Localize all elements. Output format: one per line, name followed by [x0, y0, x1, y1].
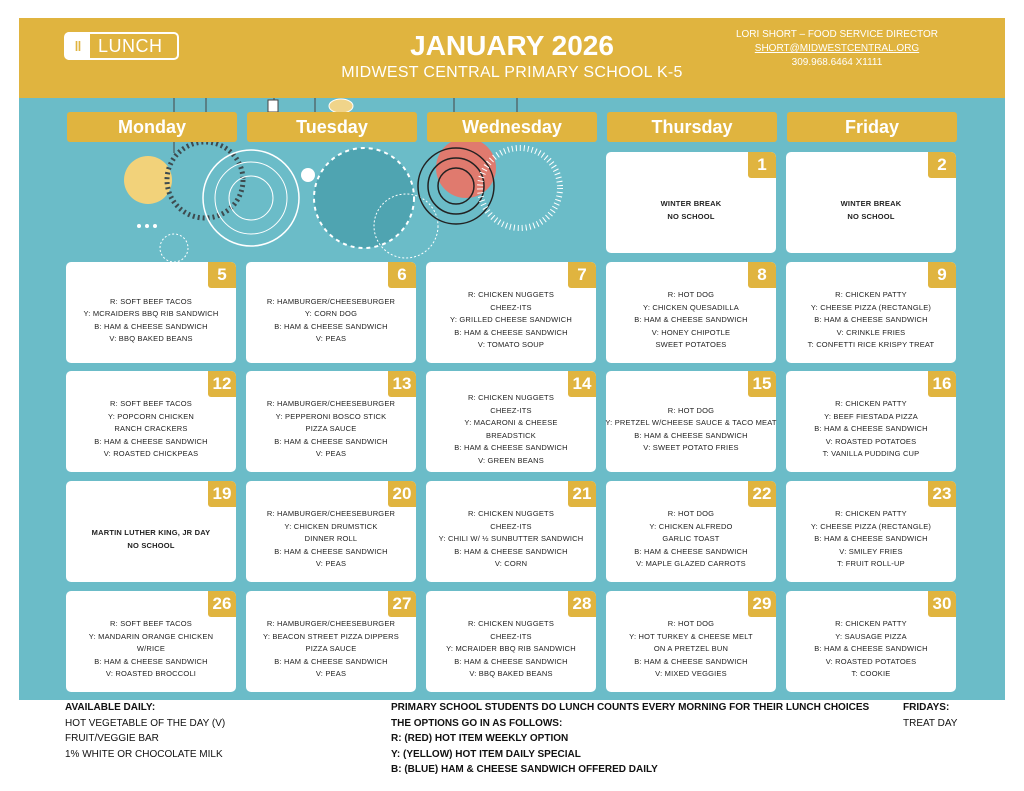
footer-notes — [65, 700, 1005, 778]
menu-line: V: BBQ BAKED BEANS — [469, 669, 553, 679]
available-daily-item: HOT VEGETABLE OF THE DAY (V) — [65, 717, 226, 729]
menu-line: R: HOT DOG — [667, 405, 715, 415]
menu-line: R: HAMBURGER/CHEESEBURGER — [266, 296, 396, 306]
menu-line: V: PEAS — [315, 334, 347, 343]
menu-line: B: HAM & CHEESE SANDWICH — [454, 443, 568, 452]
day-cell — [426, 371, 596, 472]
menu-line: B: HAM & CHEESE SANDWICH — [634, 656, 748, 666]
available-daily — [65, 700, 225, 762]
contact-name: LORI SHORT – FOOD SERVICE DIRECTOR — [735, 29, 939, 40]
menu-line: Y: CORN DOG — [304, 309, 358, 318]
info-line: PRIMARY SCHOOL STUDENTS DO LUNCH COUNTS EVERY MORNING FOR THEIR LUNCH CHOICES — [391, 702, 870, 713]
menu-line: V: PEAS — [315, 669, 347, 679]
day-cell — [246, 591, 416, 692]
menu-line: Y: CHEESE PIZZA (RECTANGLE) — [810, 302, 932, 312]
menu-line: V: ROASTED POTATOES — [825, 436, 917, 446]
day-cell — [786, 591, 956, 692]
menu-line: V: TOMATO SOUP — [477, 340, 545, 350]
contact-info — [727, 28, 947, 70]
day-number: 26 — [208, 591, 236, 617]
menu-line: V: MIXED VEGGIES — [655, 669, 727, 679]
menu-line: B: HAM & CHEESE SANDWICH — [814, 534, 928, 544]
holiday-note — [610, 172, 772, 249]
menu-items — [70, 611, 232, 688]
menu-line: Y: CHILI W/ ½ SUNBUTTER SANDWICH — [438, 534, 584, 544]
fridays-note — [903, 700, 957, 731]
menu-line: B: HAM & CHEESE SANDWICH — [274, 546, 388, 556]
day-number: 13 — [388, 371, 416, 397]
contact-phone: 309.968.6464 X1111 — [791, 57, 883, 68]
day-cell — [66, 262, 236, 363]
day-number: 19 — [208, 481, 236, 507]
fork-icon: ‖ — [66, 32, 90, 60]
day-cell — [606, 262, 776, 363]
menu-items — [70, 391, 232, 468]
day-header-tuesday: Tuesday — [247, 112, 417, 142]
menu-line: DINNER ROLL — [304, 534, 358, 544]
info-line: THE OPTIONS GO IN AS FOLLOWS: — [391, 717, 563, 729]
day-cell — [786, 152, 956, 253]
day-number: 8 — [748, 262, 776, 288]
fridays-title: FRIDAYS: — [903, 702, 950, 713]
menu-line: R: HAMBURGER/CHEESEBURGER — [266, 399, 396, 409]
menu-line: B: HAM & CHEESE SANDWICH — [814, 315, 928, 325]
page-title: JANUARY 2026 — [410, 30, 614, 61]
menu-items — [790, 501, 952, 578]
menu-line: T: CONFETTI RICE KRISPY TREAT — [807, 340, 935, 350]
day-header-monday: Monday — [67, 112, 237, 142]
day-header-friday: Friday — [787, 112, 957, 142]
menu-line: B: HAM & CHEESE SANDWICH — [454, 327, 568, 337]
menu-items — [790, 611, 952, 688]
menu-line: R: CHICKEN NUGGETS — [467, 290, 555, 300]
menu-line: V: SWEET POTATO FRIES — [643, 443, 739, 452]
menu-line: T: COOKIE — [851, 669, 891, 679]
menu-line: Y: MACARONI & CHEESE — [464, 418, 558, 427]
holiday-note — [70, 501, 232, 578]
menu-line: V: MAPLE GLAZED CARROTS — [636, 559, 746, 569]
day-cell — [66, 591, 236, 692]
holiday-note — [790, 172, 952, 249]
day-cell — [246, 371, 416, 472]
day-cell — [426, 591, 596, 692]
menu-line: Y: PEPPERONI BOSCO STICK — [275, 411, 387, 421]
menu-line: B: HAM & CHEESE SANDWICH — [274, 436, 388, 446]
day-number: 30 — [928, 591, 956, 617]
day-number: 7 — [568, 262, 596, 288]
menu-line: Y: MCRAIDERS BBQ RIB SANDWICH — [83, 309, 219, 318]
day-number: 1 — [748, 152, 776, 178]
menu-line: R: CHICKEN NUGGETS — [467, 509, 555, 519]
menu-line: NO SCHOOL — [667, 211, 715, 221]
day-cell — [66, 481, 236, 582]
menu-line: B: HAM & CHEESE SANDWICH — [274, 321, 388, 331]
fridays-value: TREAT DAY — [903, 717, 958, 729]
day-cell — [786, 481, 956, 582]
menu-line: PIZZA SAUCE — [305, 424, 357, 434]
menu-line: B: HAM & CHEESE SANDWICH — [634, 315, 748, 325]
menu-line: B: HAM & CHEESE SANDWICH — [634, 546, 748, 556]
menu-line: B: HAM & CHEESE SANDWICH — [94, 436, 208, 446]
day-cell — [606, 152, 776, 253]
menu-line: WINTER BREAK — [660, 199, 722, 208]
day-number: 16 — [928, 371, 956, 397]
menu-line: Y: HOT TURKEY & CHEESE MELT — [629, 631, 753, 641]
menu-line: B: HAM & CHEESE SANDWICH — [274, 656, 388, 666]
menu-items — [790, 391, 952, 468]
menu-line: B: HAM & CHEESE SANDWICH — [454, 656, 568, 666]
menu-line: SWEET POTATOES — [655, 340, 727, 350]
day-number: 29 — [748, 591, 776, 617]
menu-line: R: SOFT BEEF TACOS — [110, 296, 192, 306]
day-number: 20 — [388, 481, 416, 507]
menu-line: V: GREEN BEANS — [478, 455, 544, 465]
menu-line: R: HOT DOG — [667, 290, 715, 300]
info-line: Y: (YELLOW) HOT ITEM DAILY SPECIAL — [391, 748, 581, 760]
day-number: 28 — [568, 591, 596, 617]
menu-line: B: HAM & CHEESE SANDWICH — [814, 644, 928, 654]
menu-items — [250, 391, 412, 468]
menu-items — [70, 282, 232, 359]
menu-line: Y: PRETZEL W/CHEESE SAUCE & TACO MEAT — [605, 418, 777, 427]
page-subtitle: MIDWEST CENTRAL PRIMARY SCHOOL K-5 — [341, 64, 683, 81]
menu-line: Y: MANDARIN ORANGE CHICKEN — [88, 631, 214, 641]
day-number: 23 — [928, 481, 956, 507]
info-line: B: (BLUE) HAM & CHEESE SANDWICH OFFERED DAILY — [391, 764, 658, 775]
day-cell — [606, 591, 776, 692]
day-cell — [606, 481, 776, 582]
day-number: 12 — [208, 371, 236, 397]
logo-text: LUNCH — [98, 35, 163, 56]
menu-items — [610, 611, 772, 688]
menu-line: R: CHICKEN PATTY — [835, 619, 907, 629]
menu-line: RANCH CRACKERS — [114, 424, 188, 434]
menu-items — [605, 391, 777, 468]
menu-line: R: HAMBURGER/CHEESEBURGER — [266, 619, 396, 629]
contact-email-link[interactable]: SHORT@MIDWESTCENTRAL.ORG — [754, 43, 920, 54]
lunch-count-info — [391, 700, 869, 778]
menu-line: V: CRINKLE FRIES — [836, 327, 906, 337]
menu-items — [430, 501, 592, 578]
menu-line: B: HAM & CHEESE SANDWICH — [634, 430, 748, 440]
menu-line: Y: CHICKEN QUESADILLA — [643, 302, 739, 312]
menu-line: R: SOFT BEEF TACOS — [110, 399, 192, 409]
day-number: 27 — [388, 591, 416, 617]
menu-line: V: PEAS — [315, 449, 347, 459]
info-line: R: (RED) HOT ITEM WEEKLY OPTION — [391, 733, 569, 744]
menu-line: GARLIC TOAST — [662, 534, 720, 544]
menu-line: Y: POPCORN CHICKEN — [107, 411, 195, 421]
menu-line: CHEEZ-ITS — [490, 521, 532, 531]
menu-line: B: HAM & CHEESE SANDWICH — [454, 546, 568, 556]
menu-line: R: HOT DOG — [667, 509, 715, 519]
menu-line: MARTIN LUTHER KING, JR DAY — [91, 528, 211, 537]
day-header-wednesday: Wednesday — [427, 112, 597, 142]
menu-line: R: SOFT BEEF TACOS — [110, 619, 192, 629]
header-banner — [19, 18, 1005, 98]
menu-items — [430, 611, 592, 688]
menu-line: NO SCHOOL — [127, 540, 175, 550]
menu-line: V: CORN — [494, 559, 528, 569]
menu-items — [250, 282, 412, 359]
menu-line: T: VANILLA PUDDING CUP — [822, 449, 920, 459]
menu-line: Y: CHICKEN ALFREDO — [649, 521, 733, 531]
menu-line: ON A PRETZEL BUN — [653, 644, 729, 654]
day-number: 22 — [748, 481, 776, 507]
day-number: 15 — [748, 371, 776, 397]
menu-line: V: ROASTED BROCCOLI — [105, 669, 197, 679]
menu-line: R: CHICKEN PATTY — [835, 509, 907, 519]
menu-line: R: HOT DOG — [667, 619, 715, 629]
menu-items — [610, 282, 772, 359]
menu-line: PIZZA SAUCE — [305, 644, 357, 654]
day-header-thursday: Thursday — [607, 112, 777, 142]
menu-line: R: CHICKEN PATTY — [835, 290, 907, 300]
menu-line: R: CHICKEN PATTY — [835, 399, 907, 409]
day-cell — [606, 371, 776, 472]
available-daily-item: FRUIT/VEGGIE BAR — [65, 733, 159, 744]
menu-line: Y: MCRAIDER BBQ RIB SANDWICH — [446, 644, 576, 654]
day-number: 14 — [568, 371, 596, 397]
menu-line: Y: CHICKEN DRUMSTICK — [284, 521, 378, 531]
menu-line: V: SMILEY FRIES — [839, 546, 903, 556]
menu-line: Y: BEACON STREET PIZZA DIPPERS — [263, 631, 399, 641]
menu-line: NO SCHOOL — [847, 211, 895, 221]
menu-line: V: HONEY CHIPOTLE — [651, 327, 731, 337]
menu-line: R: CHICKEN NUGGETS — [467, 619, 555, 629]
day-cell — [426, 262, 596, 363]
day-cell — [66, 371, 236, 472]
menu-line: R: HAMBURGER/CHEESEBURGER — [266, 509, 396, 519]
menu-items — [250, 611, 412, 688]
day-cell — [246, 262, 416, 363]
menu-line: W/RICE — [136, 644, 166, 654]
menu-line: CHEEZ-ITS — [490, 302, 532, 312]
available-daily-title: AVAILABLE DAILY: — [65, 702, 156, 713]
menu-line: BREADSTICK — [486, 430, 536, 440]
menu-line: V: ROASTED CHICKPEAS — [103, 449, 199, 459]
menu-items — [430, 391, 592, 468]
menu-line: V: ROASTED POTATOES — [825, 656, 917, 666]
menu-line: B: HAM & CHEESE SANDWICH — [94, 656, 208, 666]
menu-line: R: CHICKEN NUGGETS — [467, 393, 555, 402]
menu-items — [610, 501, 772, 578]
menu-line: B: HAM & CHEESE SANDWICH — [94, 321, 208, 331]
menu-line: Y: CHEESE PIZZA (RECTANGLE) — [810, 521, 932, 531]
menu-line: V: PEAS — [315, 559, 347, 569]
menu-line: CHEEZ-ITS — [490, 631, 532, 641]
available-daily-item: 1% WHITE OR CHOCOLATE MILK — [65, 748, 223, 760]
menu-items — [790, 282, 952, 359]
menu-items — [430, 282, 592, 359]
day-cell — [786, 262, 956, 363]
menu-line: CHEEZ-ITS — [490, 405, 532, 415]
day-number: 5 — [208, 262, 236, 288]
menu-line: Y: GRILLED CHEESE SANDWICH — [450, 315, 572, 325]
menu-items — [250, 501, 412, 578]
day-cell — [786, 371, 956, 472]
day-cell — [426, 481, 596, 582]
day-number: 21 — [568, 481, 596, 507]
menu-line: WINTER BREAK — [840, 199, 902, 208]
menu-line: V: BBQ BAKED BEANS — [109, 334, 193, 343]
day-number: 2 — [928, 152, 956, 178]
menu-line: T: FRUIT ROLL-UP — [837, 559, 905, 569]
menu-line: B: HAM & CHEESE SANDWICH — [814, 424, 928, 434]
day-number: 9 — [928, 262, 956, 288]
day-number: 6 — [388, 262, 416, 288]
menu-line: Y: BEEF FIESTADA PIZZA — [824, 411, 918, 421]
day-cell — [246, 481, 416, 582]
menu-line: Y: SAUSAGE PIZZA — [835, 631, 907, 641]
